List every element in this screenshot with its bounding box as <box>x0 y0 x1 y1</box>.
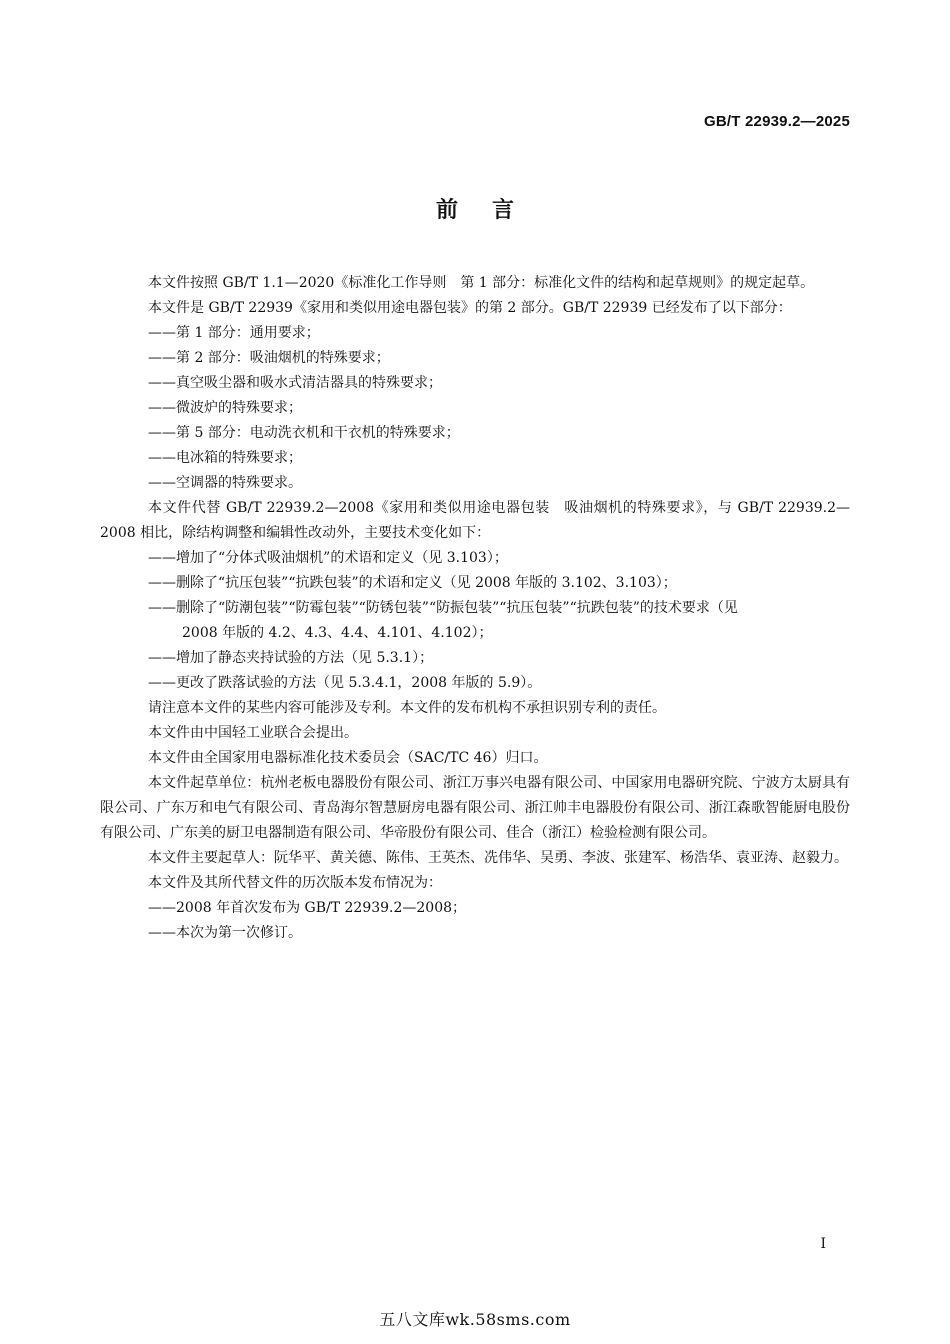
page-number: I <box>820 1236 826 1252</box>
paragraph-proposer: 本文件由中国轻工业联合会提出。 <box>148 725 358 741</box>
list-item-history: ——2008 年首次发布为 GB/T 22939.2—2008； <box>148 900 467 916</box>
list-item-part: ——真空吸尘器和吸水式清洁器具的特殊要求； <box>148 375 442 391</box>
list-item-part: ——第 1 部分：通用要求； <box>148 325 320 341</box>
standard-code: GB/T 22939.2—2025 <box>704 113 850 130</box>
list-item-part: ——电冰箱的特殊要求； <box>148 450 302 466</box>
list-item-part: ——第 2 部分：吸油烟机的特殊要求； <box>148 350 390 366</box>
document-body <box>100 271 850 946</box>
paragraph-version-history: 本文件及其所代替文件的历次版本发布情况为： <box>148 875 442 891</box>
list-item-change: ——删除了“抗压包装”“抗跌包装”的术语和定义（见 2008 年版的 3.102、3.103）； <box>148 575 677 591</box>
paragraph-drafters: 本文件主要起草人：阮华平、黄关德、陈伟、王英杰、冼伟华、吴勇、李波、张建军、杨浩华、袁亚涛、赵毅力。 <box>148 850 848 866</box>
list-item-part: ——空调器的特殊要求。 <box>148 475 302 491</box>
paragraph-replaces: 本文件代替 GB/T 22939.2—2008《家用和类似用途电器包装 吸油烟机的特殊要求》，与 GB/T 22939.2—2008 相比，除结构调整和编辑性改动外，主要技术变化如下： <box>100 500 850 541</box>
list-item-change-continued: 2008 年版的 4.2、4.3、4.4、4.101、4.102）； <box>182 625 493 641</box>
paragraph-drafting-units: 本文件起草单位：杭州老板电器股份有限公司、浙江万事兴电器有限公司、中国家用电器研究院、宁波方太厨具有限公司、广东万和电气有限公司、青岛海尔智慧厨房电器有限公司、浙江帅丰电器股份有限公司、浙江森歌智能厨电股份有限公司、广东美的厨卫电器制造有限公司、华帝股份有限公司、佳合（浙江）检验检测有限公司。 <box>100 775 850 841</box>
paragraph-committee: 本文件由全国家用电器标准化技术委员会（SAC/TC 46）归口。 <box>148 750 548 766</box>
paragraph-drafting-rules: 本文件按照 GB/T 1.1—2020《标准化工作导则 第 1 部分：标准化文件的结构和起草规则》的规定起草。 <box>148 275 815 291</box>
list-item-change: ——增加了“分体式吸油烟机”的术语和定义（见 3.103）； <box>148 550 508 566</box>
list-item-part: ——第 5 部分：电动洗衣机和干衣机的特殊要求； <box>148 425 460 441</box>
list-item-change: ——删除了“防潮包装”“防霉包装”“防锈包装”“防振包装”“抗压包装”“抗跌包装”的技术要求（见 <box>148 600 738 616</box>
list-item-history: ——本次为第一次修订。 <box>148 925 302 941</box>
list-item-part: ——微波炉的特殊要求； <box>148 400 302 416</box>
list-item-change: ——增加了静态夹持试验的方法（见 5.3.1）； <box>148 650 434 666</box>
paragraph-series-parts: 本文件是 GB/T 22939《家用和类似用途电器包装》的第 2 部分。GB/T 22939 已经发布了以下部分： <box>148 300 792 316</box>
paragraph-patent-notice: 请注意本文件的某些内容可能涉及专利。本文件的发布机构不承担识别专利的责任。 <box>148 700 666 716</box>
page-title: 前言 <box>435 198 548 223</box>
footer-watermark: 五八文库wk.58sms.com <box>379 1310 571 1329</box>
list-item-change: ——更改了跌落试验的方法（见 5.3.4.1，2008 年版的 5.9）。 <box>148 675 542 691</box>
